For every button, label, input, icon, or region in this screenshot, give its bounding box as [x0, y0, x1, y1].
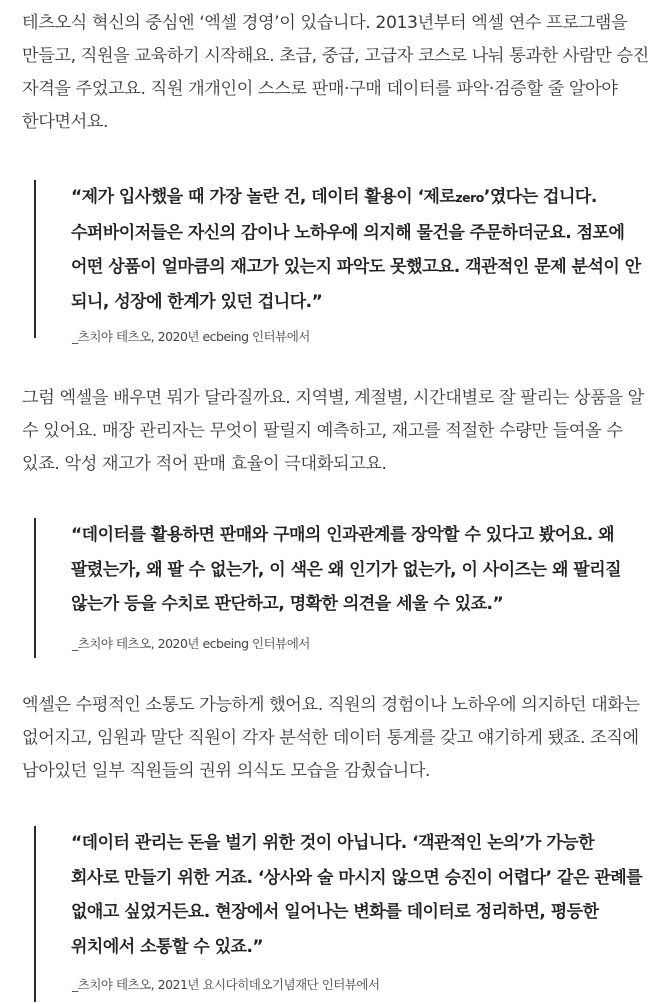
paragraph-line: 없어지고, 임원과 말단 직원이 각자 분석한 데이터 통계를 갖고 얘기하게 됐죠. 조직에 [22, 728, 639, 748]
paragraph-line: 테츠오식 혁신의 중심엔 ‘엑셀 경영’이 있습니다. 2013년부터 엑셀 연수 프로그램을 [22, 13, 628, 33]
quote-source: _츠치야 테츠오, 2021년 요시다히데오기념재단 인터뷰에서 [72, 977, 380, 992]
quote-line: 위치에서 소통할 수 있죠.” [71, 936, 264, 957]
body-paragraph [22, 382, 642, 481]
quote-text [71, 826, 643, 964]
quote-source: _츠치야 테츠오, 2020년 ecbeing 인터뷰에서 [72, 636, 310, 651]
quote-inline-note: zero [455, 190, 484, 205]
paragraph-line: 있죠. 악성 재고가 적어 판매 효율이 극대화되고요. [22, 454, 387, 474]
quote-line: 팔렸는가, 왜 팔 수 없는가, 이 색은 왜 인기가 없는가, 이 사이즈는 왜 팔리질 [71, 559, 622, 580]
quote-line: 수퍼바이저들은 자신의 감이나 노하우에 의지해 물건을 주문하더군요. 점포에 [71, 222, 625, 243]
quote-line: “데이터 관리는 돈을 벌기 위한 것이 아닙니다. ‘객관적인 논의’가 가능한 [71, 833, 595, 853]
quote-text [71, 180, 641, 319]
paragraph-line: 한다면서요. [22, 112, 109, 132]
quote-line: 않는가 등을 수치로 판단하고, 명확한 의견을 세울 수 있죠.” [71, 594, 504, 614]
quote-line-part: “제가 입사했을 때 가장 놀란 건, 데이터 활용이 ‘제로 [71, 187, 456, 207]
paragraph-line: 만들고, 직원을 교육하기 시작해요. 초급, 중급, 고급자 코스로 나눠 통과한 사람만 승진 [22, 46, 649, 66]
body-paragraph [22, 7, 649, 139]
quote-source: _츠치야 테츠오, 2020년 ecbeing 인터뷰에서 [72, 329, 310, 344]
paragraph-line: 엑셀은 수평적인 소통도 가능하게 했어요. 직원의 경험이나 노하우에 의지하던 대화는 [22, 695, 640, 715]
paragraph-line: 그럼 엑셀을 배우면 뭐가 달라질까요. 지역별, 계절별, 시간대별로 잘 팔리는 상품을 알 [22, 388, 644, 408]
quote-text [71, 518, 634, 622]
blockquote [34, 180, 641, 338]
quote-line: 어떤 상품이 얼마큼의 재고가 있는지 파악도 못했고요. 객관적인 문제 분석이 안 [71, 257, 641, 277]
paragraph-line: 수 있어요. 매장 관리자는 무엇이 팔릴지 예측하고, 재고를 적절한 수량만 들여올 수 [22, 421, 623, 441]
quote-line-part: ’였다는 겁니다. [483, 187, 597, 207]
quote-line: 되니, 성장에 한계가 있던 겁니다.” [71, 291, 323, 312]
body-paragraph [22, 689, 642, 788]
quote-line [71, 180, 634, 216]
quote-line: 없애고 싶었거든요. 현장에서 일어나는 변화를 데이터로 정리하면, 평등한 [71, 902, 599, 922]
paragraph-line: 자격을 주었고요. 직원 개개인이 스스로 판매·구매 데이터를 파악·검증할 줄 알아야 [22, 79, 618, 99]
quote-line: “데이터를 활용하면 판매와 구매의 인과관계를 장악할 수 있다고 봤어요. 왜 [71, 525, 615, 545]
paragraph-line: 남아있던 일부 직원들의 권위 의식도 모습을 감췄습니다. [22, 761, 431, 781]
quote-line: 회사로 만들기 위한 거죠. ‘상사와 술 마시지 않으면 승진이 어렵다’ 같은 관례를 [71, 867, 643, 888]
